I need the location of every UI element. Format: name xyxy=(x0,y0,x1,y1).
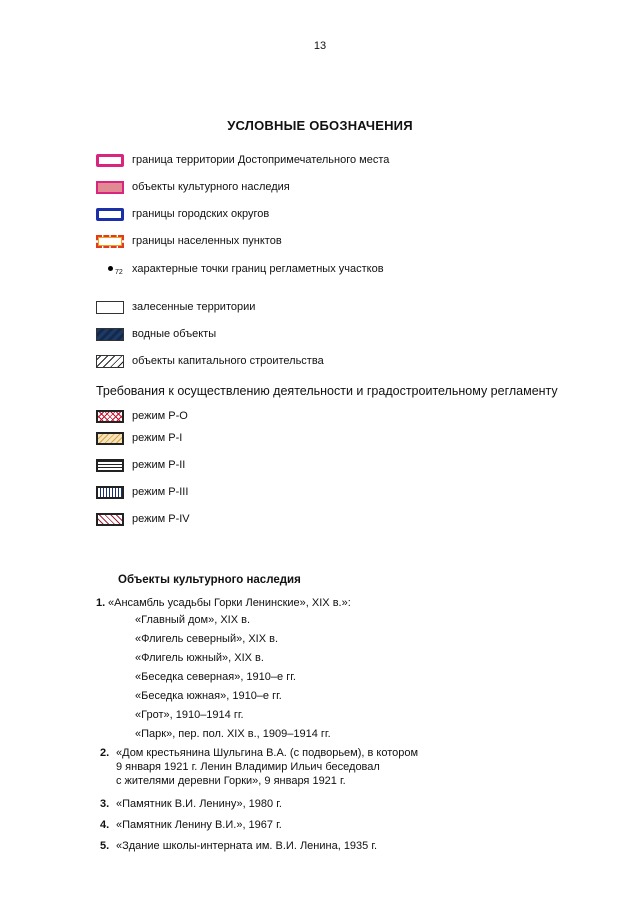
legend-label: водные объекты xyxy=(132,328,217,340)
swatch-water-hatch xyxy=(96,328,124,341)
item-text-line: «Дом крестьянина Шульгина В.А. (с подворьем), в котором xyxy=(116,747,419,759)
legend-label: границы населенных пунктов xyxy=(132,235,282,247)
heritage-item-1 xyxy=(96,596,351,610)
heritage-item-4 xyxy=(100,818,282,832)
legend-item-points xyxy=(96,261,384,277)
dot-marker-icon xyxy=(96,263,124,276)
heritage-item-5 xyxy=(100,839,377,853)
legend-label: режим Р-IV xyxy=(132,513,190,525)
legend-label: режим Р-II xyxy=(132,459,186,471)
heritage-subitem: «Грот», 1910–1914 гг. xyxy=(135,709,244,721)
legend-item-water xyxy=(96,326,216,342)
legend-label: режим Р-О xyxy=(132,410,188,422)
swatch-red-dashed xyxy=(96,235,124,248)
legend-item-regime-r1 xyxy=(96,430,182,446)
item-text: «Ансамбль усадьбы Горки Ленинские», XIX в.»: xyxy=(108,597,351,609)
item-text: «Памятник Ленину В.И.», 1967 г. xyxy=(116,819,282,831)
legend-item-heritage-objects xyxy=(96,179,290,195)
requirements-title: Требования к осуществлению деятельности и градостроительному регламенту xyxy=(96,384,558,398)
legend-label: объекты культурного наследия xyxy=(132,181,290,193)
marker-subscript: 72 xyxy=(115,268,123,276)
legend-label: характерные точки границ регламетных участков xyxy=(132,263,384,275)
heritage-subitem: «Флигель северный», XIX в. xyxy=(135,633,279,645)
legend-item-settlements xyxy=(96,233,282,249)
legend-title: УСЛОВНЫЕ ОБОЗНАЧЕНИЯ xyxy=(227,118,413,133)
heritage-subitem: «Беседка южная», 1910–е гг. xyxy=(135,690,282,702)
heritage-item-2 xyxy=(100,746,418,788)
swatch-crosshatch-red xyxy=(96,410,124,423)
legend-label: режим Р-I xyxy=(132,432,183,444)
heritage-subitem: «Беседка северная», 1910–е гг. xyxy=(135,671,296,683)
item-number: 3. xyxy=(100,798,110,810)
item-text: «Здание школы-интерната им. В.И. Ленина, 1935 г. xyxy=(116,840,378,852)
legend-item-city-districts xyxy=(96,206,269,222)
legend-label: залесенные территории xyxy=(132,301,256,313)
legend-item-regime-r0 xyxy=(96,408,188,424)
legend-label: объекты капитального строительства xyxy=(132,355,324,367)
legend-item-regime-r3 xyxy=(96,484,188,500)
legend-label: режим Р-III xyxy=(132,486,189,498)
legend-label: граница территории Достопримечательного места xyxy=(132,154,390,166)
item-text-line: с жителями деревни Горки», 9 января 1921 г. xyxy=(116,775,346,787)
swatch-empty xyxy=(96,301,124,314)
item-number: 1. xyxy=(96,597,106,609)
legend-item-regime-r2 xyxy=(96,457,185,473)
swatch-horizontal-lines xyxy=(96,459,124,472)
legend-item-regime-r4 xyxy=(96,511,190,527)
heritage-title: Объекты культурного наследия xyxy=(118,574,301,586)
heritage-subitem: «Главный дом», XIX в. xyxy=(135,614,251,626)
item-text-line: 9 января 1921 г. Ленин Владимир Ильич беседовал xyxy=(116,761,380,773)
swatch-blue-outline xyxy=(96,208,124,221)
heritage-item-3 xyxy=(100,797,282,811)
legend-label: границы городских округов xyxy=(132,208,270,220)
swatch-pink-fill xyxy=(96,181,124,194)
swatch-diagonal-orange xyxy=(96,432,124,445)
page-number: 13 xyxy=(313,40,327,52)
heritage-subitem: «Парк», пер. пол. XIX в., 1909–1914 гг. xyxy=(135,728,331,740)
item-text: «Памятник В.И. Ленину», 1980 г. xyxy=(116,798,282,810)
item-number: 4. xyxy=(100,819,110,831)
legend-item-forest xyxy=(96,299,255,315)
legend-item-buildings xyxy=(96,353,324,369)
swatch-diagonal-hatch xyxy=(96,355,124,368)
item-number: 2. xyxy=(100,747,110,759)
legend-item-dostoprim-boundary xyxy=(96,152,389,168)
heritage-subitem: «Флигель южный», XIX в. xyxy=(135,652,264,664)
item-number: 5. xyxy=(100,840,110,852)
swatch-pink-outline xyxy=(96,154,124,167)
swatch-vertical-lines xyxy=(96,486,124,499)
swatch-diagonal-maroon xyxy=(96,513,124,526)
